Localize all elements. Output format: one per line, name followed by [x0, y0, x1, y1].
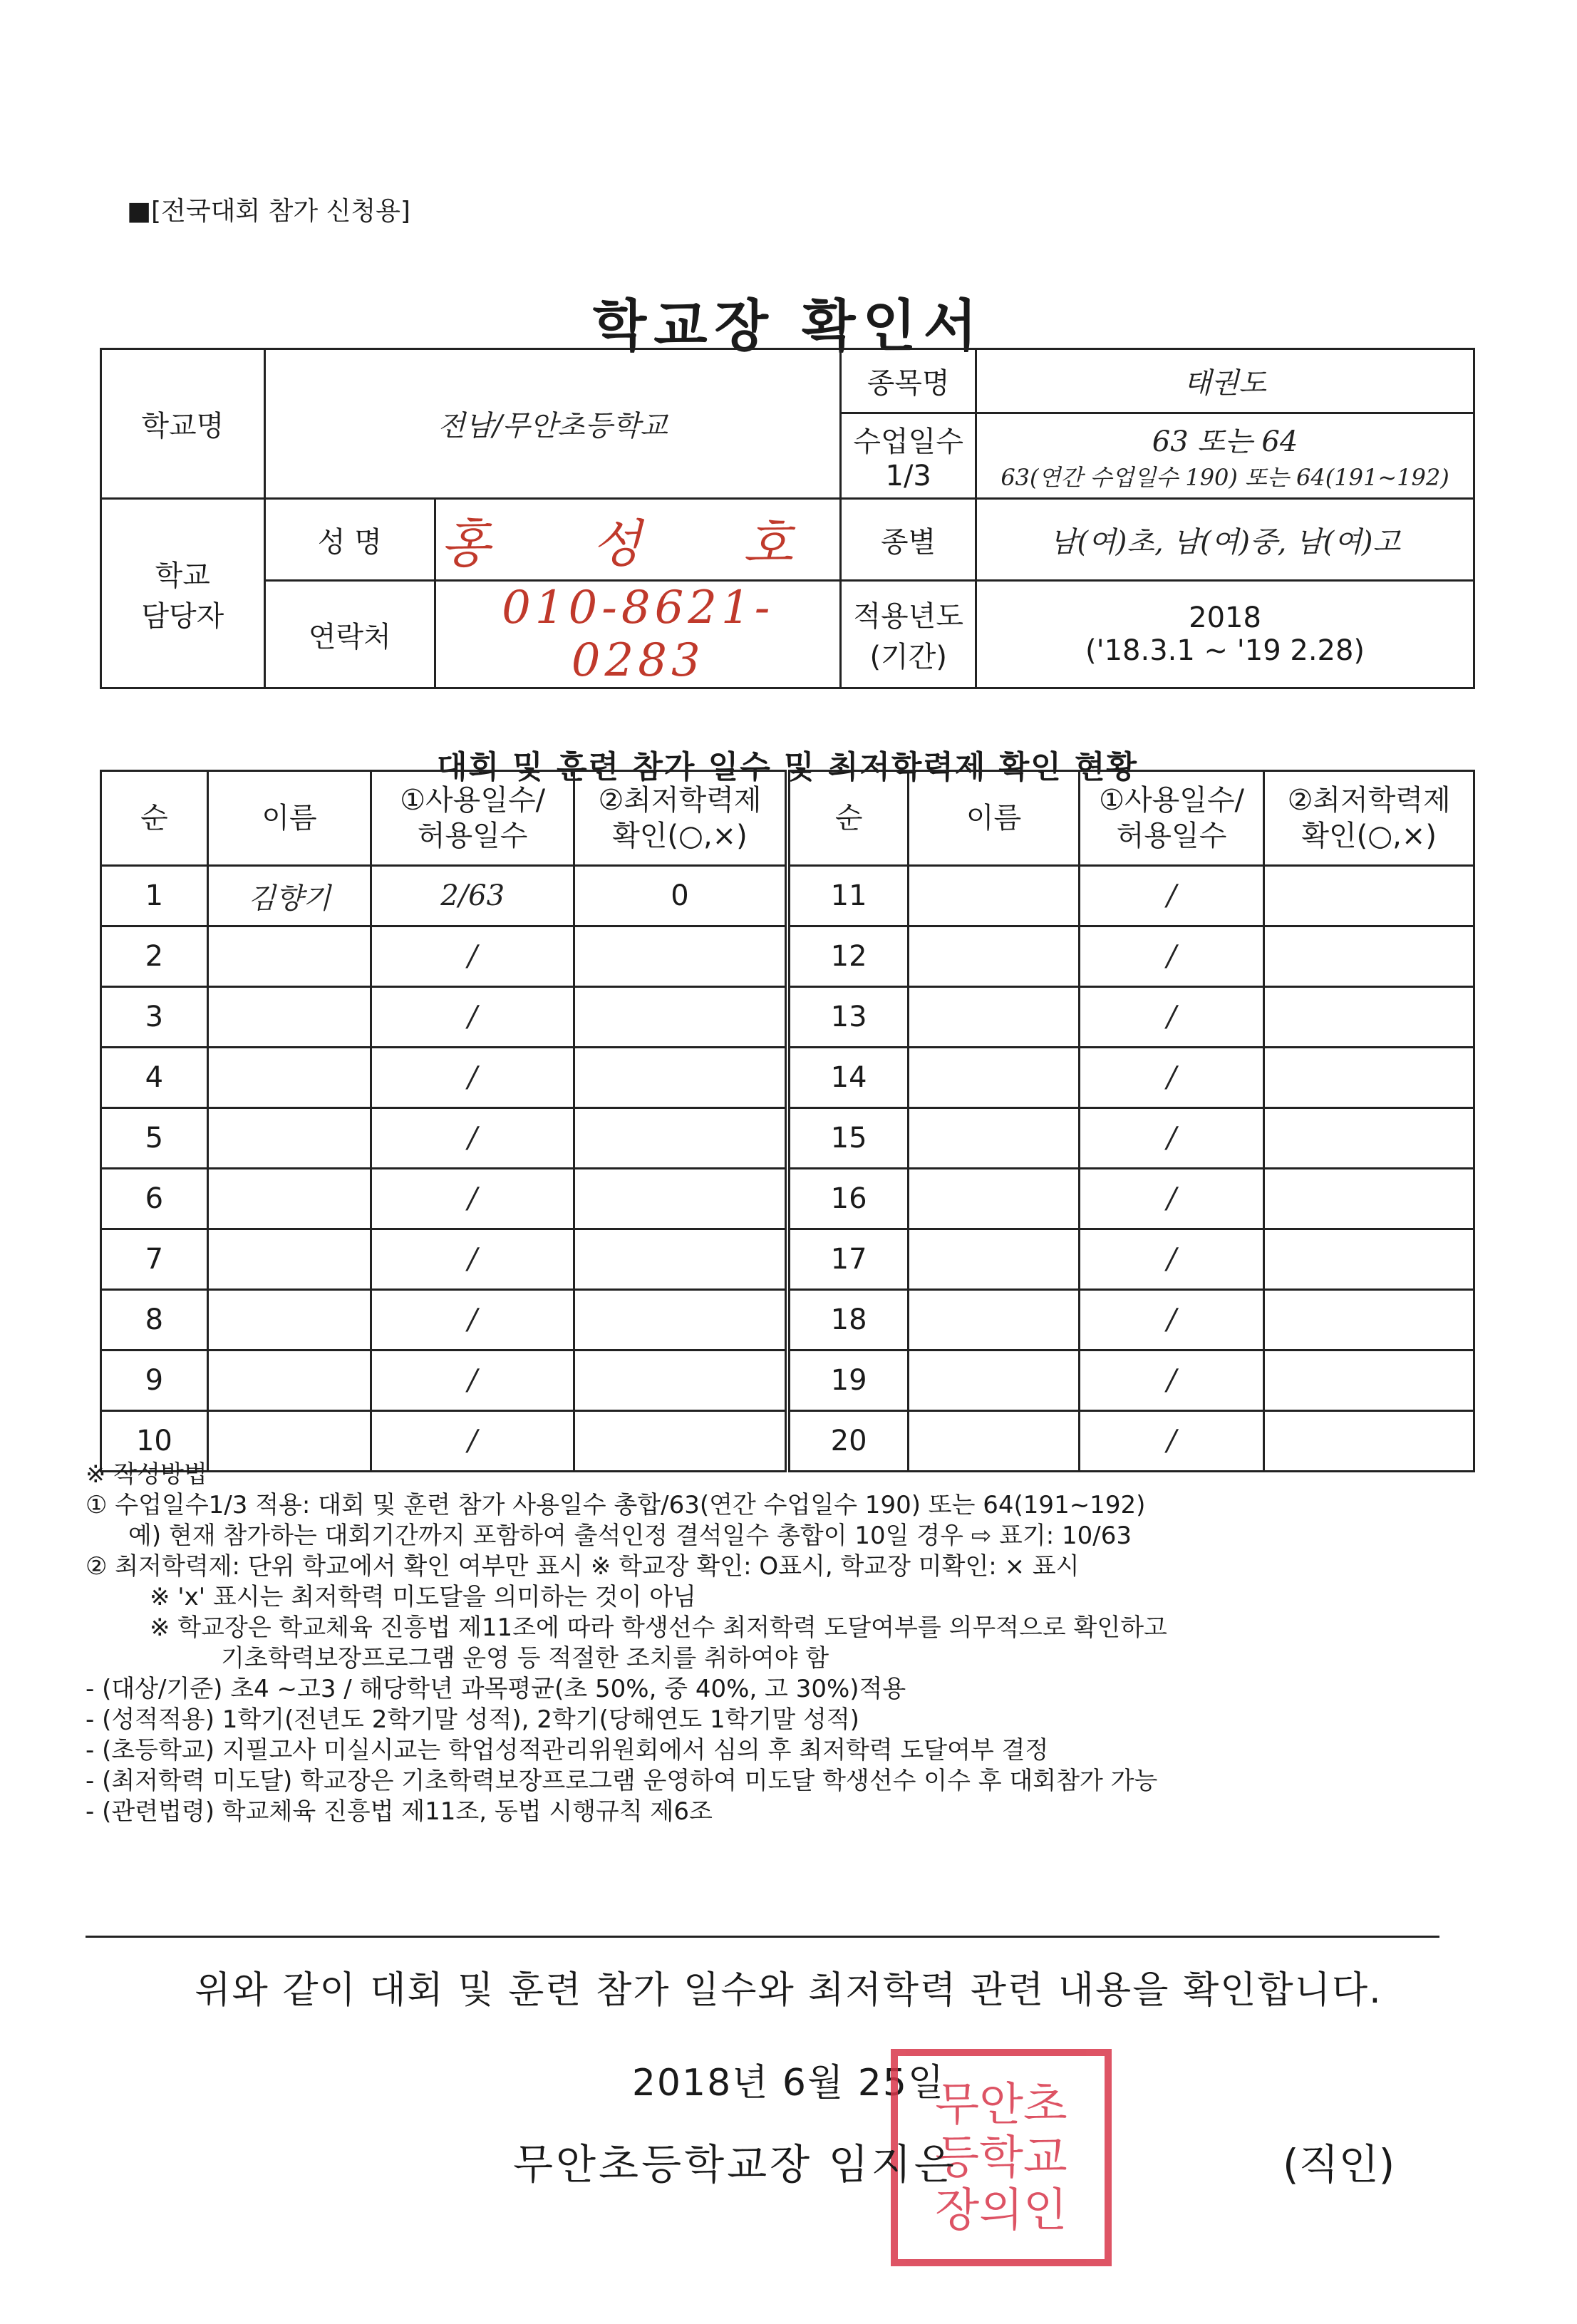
- note-line: ① 수업일수1/3 적용: 대회 및 훈련 참가 사용일수 총합/63(연간 수업일수 190) 또는 64(191~192): [86, 1491, 1146, 1519]
- year-value-1: 2018: [1189, 601, 1261, 634]
- header-min-right-1: ②최저학력제: [1287, 784, 1451, 817]
- note-line: - (초등학교) 지필고사 미실시교는 학업성적관리위원회에서 심의 후 최저학력 도달여부 결정: [86, 1736, 1049, 1765]
- manager-name-value: 홍 성 호: [435, 499, 841, 581]
- instructions: [86, 1460, 1496, 1827]
- row-used-days-right: /: [1079, 926, 1264, 987]
- note-line: - (관련법령) 학교체육 진흥법 제11조, 동법 시행규칙 제6조: [86, 1797, 713, 1826]
- manager-name-label: 성 명: [264, 499, 435, 581]
- note-line: 예) 현재 참가하는 대회기간까지 포함하여 출석인정 결석일수 총합이 10일 경우 ⇨ 표기: 10/63: [128, 1522, 1132, 1550]
- manager-label-2: 담당자: [141, 599, 224, 633]
- row-no: 4: [101, 1048, 208, 1108]
- row-no-right: 14: [787, 1048, 909, 1108]
- contact-value: 010-8621-0283: [435, 581, 841, 688]
- manager-label-1: 학교: [155, 559, 210, 592]
- row-min-check: [574, 987, 787, 1048]
- row-min-check-right: [1264, 1108, 1474, 1169]
- row-min-check: [574, 1048, 787, 1108]
- row-min-check: [574, 1229, 787, 1290]
- category-value: 남(여)초, 남(여)중, 남(여)고: [976, 499, 1474, 581]
- row-no: 5: [101, 1108, 208, 1169]
- row-used-days: /: [371, 1411, 574, 1472]
- row-name: [207, 1108, 371, 1169]
- row-min-check: 0: [574, 866, 787, 926]
- row-no-right: 19: [787, 1350, 909, 1411]
- row-used-days: /: [371, 926, 574, 987]
- row-min-check: [574, 926, 787, 987]
- note-line: - (성적적용) 1학기(전년도 2학기말 성적), 2학기(당해연도 1학기말 성적): [86, 1705, 859, 1734]
- row-used-days: /: [371, 1048, 574, 1108]
- row-used-days-right: /: [1079, 1108, 1264, 1169]
- class-days-label-2: 1/3: [885, 460, 931, 492]
- row-used-days: /: [371, 1290, 574, 1350]
- row-name-right: [909, 926, 1080, 987]
- row-used-days-right: /: [1079, 1169, 1264, 1229]
- row-no: 1: [101, 866, 208, 926]
- row-name: [207, 987, 371, 1048]
- row-min-check-right: [1264, 1350, 1474, 1411]
- row-min-check-right: [1264, 1290, 1474, 1350]
- header-used-right-1: ①사용일수/: [1099, 784, 1245, 817]
- row-min-check-right: [1264, 1229, 1474, 1290]
- row-name: [207, 926, 371, 987]
- row-name-right: [909, 1229, 1080, 1290]
- row-no-right: 15: [787, 1108, 909, 1169]
- contact-label: 연락처: [264, 581, 435, 688]
- note-line: ※ 'x' 표시는 최저학력 미도달을 의미하는 것이 아님: [150, 1583, 696, 1611]
- row-no: 6: [101, 1169, 208, 1229]
- row-name-right: [909, 1290, 1080, 1350]
- school-name-value: 전남/무안초등학교: [264, 349, 841, 499]
- table-row: [101, 1350, 1474, 1411]
- section-title: 대회 및 훈련 참가 일수 및 최저학력제 확인 현황: [436, 749, 1139, 785]
- row-used-days-right: /: [1079, 1411, 1264, 1472]
- row-used-days: /: [371, 1169, 574, 1229]
- row-name-right: [909, 1350, 1080, 1411]
- row-min-check-right: [1264, 987, 1474, 1048]
- confirmation-statement: 위와 같이 대회 및 훈련 참가 일수와 최저학력 관련 내용을 확인합니다.: [195, 1969, 1382, 2012]
- row-min-check-right: [1264, 926, 1474, 987]
- row-no: 3: [101, 987, 208, 1048]
- row-name-right: [909, 866, 1080, 926]
- row-no-right: 13: [787, 987, 909, 1048]
- header-no-right: 순: [787, 771, 909, 866]
- row-no: 8: [101, 1290, 208, 1350]
- year-label-2: (기간): [869, 641, 947, 673]
- row-name: [207, 1290, 371, 1350]
- row-name: [207, 1169, 371, 1229]
- row-no-right: 16: [787, 1169, 909, 1229]
- note-line: - (최저학력 미도달) 학교장은 기초학력보장프로그램 운영하여 미도달 학생선수 이수 후 대회참가 가능: [86, 1767, 1158, 1795]
- seal-text-2: 등학교: [935, 2131, 1067, 2184]
- row-min-check-right: [1264, 1169, 1474, 1229]
- principal-name: 무안초등학교장 임지은: [513, 2140, 957, 2189]
- row-name-right: [909, 1169, 1080, 1229]
- row-used-days-right: /: [1079, 1048, 1264, 1108]
- event-label: 종목명: [841, 349, 976, 413]
- note-line: - (대상/기준) 초4 ~고3 / 해당학년 과목평균(초 50%, 중 40%, 고 30%)적용: [86, 1675, 906, 1703]
- table-row: [101, 1229, 1474, 1290]
- row-no-right: 20: [787, 1411, 909, 1472]
- row-name: 김향기: [207, 866, 371, 926]
- note-line: 기초학력보장프로그램 운영 등 적절한 조치를 취하여야 함: [221, 1644, 829, 1673]
- seal-text-1: 무안초: [935, 2078, 1067, 2132]
- header-used-right-2: 허용일수: [1116, 820, 1227, 852]
- notes-divider: [86, 1936, 1439, 1938]
- class-days-value-2: 63(연간 수업일수 190) 또는 64(191~192): [1001, 464, 1449, 491]
- row-min-check: [574, 1169, 787, 1229]
- table-row: [101, 866, 1474, 926]
- row-no-right: 18: [787, 1290, 909, 1350]
- table-row: [101, 1169, 1474, 1229]
- issue-date: 2018년 6월 25일: [631, 2062, 946, 2104]
- row-no: 9: [101, 1350, 208, 1411]
- header-min-2: 확인(○,×): [612, 820, 748, 852]
- row-name-right: [909, 1048, 1080, 1108]
- row-name: [207, 1350, 371, 1411]
- row-used-days: /: [371, 1229, 574, 1290]
- row-used-days-right: /: [1079, 1350, 1264, 1411]
- row-used-days: /: [371, 1350, 574, 1411]
- row-no-right: 17: [787, 1229, 909, 1290]
- row-min-check-right: [1264, 866, 1474, 926]
- row-no-right: 11: [787, 866, 909, 926]
- header-name-right: 이름: [909, 771, 1080, 866]
- note-line: ※ 학교장은 학교체육 진흥법 제11조에 따라 학생선수 최저학력 도달여부를 의무적으로 확인하고: [150, 1613, 1167, 1642]
- header-min-right-2: 확인(○,×): [1301, 820, 1437, 852]
- row-no-right: 12: [787, 926, 909, 987]
- row-name-right: [909, 1108, 1080, 1169]
- event-value: 태권도: [976, 349, 1474, 413]
- header-used-1: ①사용일수/: [400, 784, 546, 817]
- row-min-check: [574, 1290, 787, 1350]
- note-line: ※ 작성방법: [86, 1460, 207, 1489]
- row-no: 2: [101, 926, 208, 987]
- note-line: ② 최저학력제: 단위 학교에서 확인 여부만 표시 ※ 학교장 확인: O표시, 학교장 미확인: × 표시: [86, 1552, 1080, 1581]
- row-name: [207, 1229, 371, 1290]
- row-used-days: 2/63: [371, 866, 574, 926]
- table-row: [101, 1048, 1474, 1108]
- school-name-label: 학교명: [101, 349, 265, 499]
- table-row: [101, 987, 1474, 1048]
- row-used-days: /: [371, 987, 574, 1048]
- table-row: [101, 1108, 1474, 1169]
- row-name: [207, 1048, 371, 1108]
- row-min-check-right: [1264, 1048, 1474, 1108]
- row-no: 10: [101, 1411, 208, 1472]
- row-min-check: [574, 1108, 787, 1169]
- row-used-days-right: /: [1079, 866, 1264, 926]
- header-name: 이름: [207, 771, 371, 866]
- roster-header-row: [101, 771, 1474, 866]
- row-no: 7: [101, 1229, 208, 1290]
- year-value-2: ('18.3.1 ~ '19 2.28): [1085, 634, 1365, 667]
- table-row: [101, 926, 1474, 987]
- row-used-days-right: /: [1079, 987, 1264, 1048]
- document-title: 학교장 확인서: [592, 294, 985, 358]
- year-label-1: 적용년도: [853, 600, 963, 633]
- row-used-days-right: /: [1079, 1229, 1264, 1290]
- class-days-value-1: 63 또는 64: [1152, 425, 1298, 458]
- roster-table: [100, 770, 1475, 1472]
- school-info-table: [100, 348, 1475, 689]
- seal-label: (직인): [1283, 2140, 1395, 2189]
- row-used-days: /: [371, 1108, 574, 1169]
- row-min-check: [574, 1350, 787, 1411]
- form-tag: ■[전국대회 참가 신청용]: [127, 197, 410, 226]
- header-min-1: ②최저학력제: [598, 784, 762, 817]
- row-used-days-right: /: [1079, 1290, 1264, 1350]
- table-row: [101, 1290, 1474, 1350]
- class-days-label-1: 수업일수: [853, 425, 963, 458]
- header-no: 순: [101, 771, 208, 866]
- header-used-2: 허용일수: [417, 820, 528, 852]
- seal-text-3: 장의인: [935, 2184, 1067, 2237]
- row-name-right: [909, 987, 1080, 1048]
- category-label: 종별: [841, 499, 976, 581]
